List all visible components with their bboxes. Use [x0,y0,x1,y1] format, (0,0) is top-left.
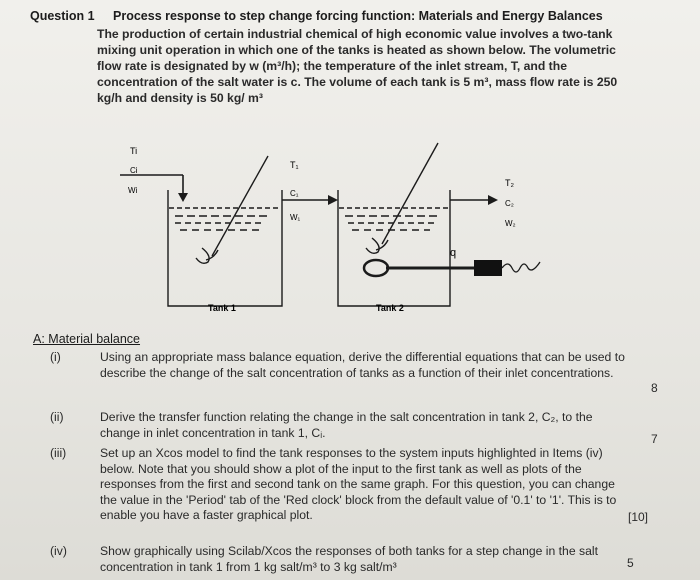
heat-input-label: q [450,247,457,259]
item-marks: 5 [627,556,634,570]
tank1-temp-label: T₁ [290,160,299,170]
question-intro: The production of certain industrial chemical of high economic value involves a two-tank mixing unit operation in which one of the tanks is heated as shown below. The volumetric flow rate is designated by w (m³/h); the temperature of the inlet stream, T, and the concentration of the salt water is c. The volume of each tank is 5 m³, mass flow rate is 250 kg/h and density is 50 kg/ m³ [97,27,618,105]
two-tank-diagram [120,138,560,318]
item-text: Show graphically using Scilab/Xcos the responses of both tanks for a step change in the salt concentration in tank 1 from 1 kg salt/m³ to 3 kg salt/m³ [100,544,598,574]
item-marks: 8 [651,381,658,395]
tank-2-label: Tank 2 [376,303,404,313]
item-number: (ii) [50,410,64,424]
tank2-temp-label: T₂ [505,178,514,188]
item-number: (i) [50,350,61,364]
question-label: Question 1 [30,9,95,23]
tank-1 [168,190,282,306]
tank2-conc-label: C₂ [505,199,514,208]
question-item-i [50,350,630,398]
tank1-flow-label: W₁ [290,213,301,222]
tank1-conc-label: C₁ [290,189,299,198]
item-number: (iv) [50,544,67,558]
item-text: Derive the transfer function relating the change in the salt concentration in tank 2, C₂, to the change in inlet concentration in tank 1, Cᵢ. [100,410,593,440]
item-marks: 7 [651,432,658,446]
tank-1-label: Tank 1 [208,303,236,313]
question-item-iv [50,544,630,578]
item-marks: [10] [628,510,649,524]
inlet-flow-label: Wi [128,186,138,195]
tank-1-stirrer [196,156,268,263]
heater-icon [364,260,540,276]
question-item-iii [50,446,630,538]
item-text: Set up an Xcos model to find the tank responses to the system inputs highlighted in Items (iv) below. Note that you should show a plot of the input to the first tank as well as plots of the responses from the first and second tank on the same graph. For this question, you can change the value in the 'Period' tab of the 'Red clock' block from the default value of '0.1' to '1'. This is to enable you have a faster graphical plot. [100,446,617,522]
item-number: (iii) [50,446,67,460]
inlet-temp-label: Ti [130,146,138,156]
question-item-ii [50,410,630,442]
tank-2 [338,190,450,306]
tank2-flow-label: W₂ [505,219,516,228]
section-title: A: Material balance [33,332,141,346]
item-text: Using an appropriate mass balance equation, derive the differential equations that can be used to describe the change of the salt concentration of tanks as a function of their inlet concentrations. [100,350,625,380]
tank-2-outlet-pipe [450,195,498,205]
tank-2-stirrer [366,143,438,253]
inlet-conc-label: Ci [130,166,138,175]
question-title: Process response to step change forcing function: Materials and Energy Balances [113,9,603,23]
